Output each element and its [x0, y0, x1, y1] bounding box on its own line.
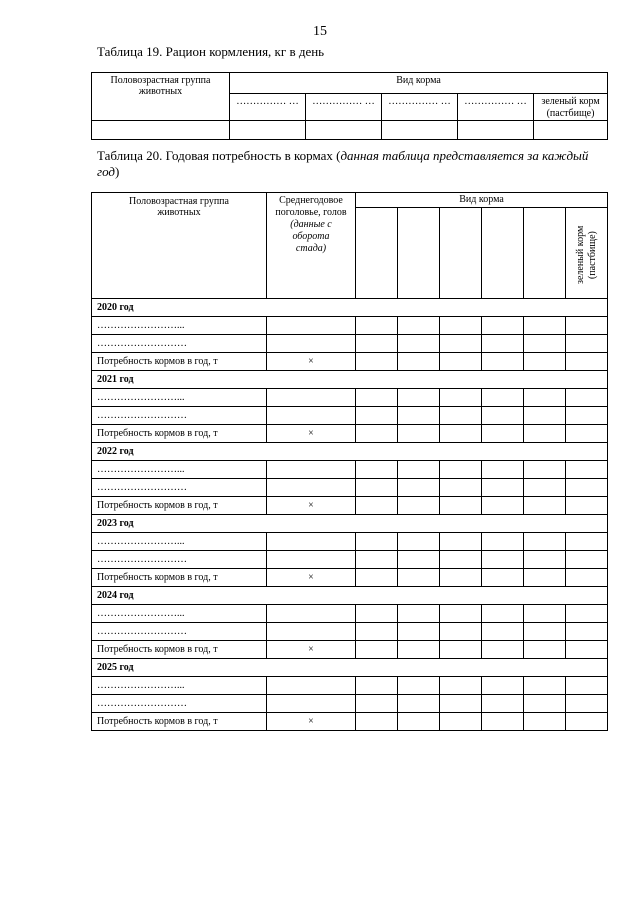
table20-annual-feed-need	[91, 192, 608, 731]
t20-cell	[356, 407, 398, 425]
t20-cell	[524, 623, 566, 641]
t20-cell	[356, 425, 398, 443]
t19-cell	[458, 121, 534, 140]
t20-group-header: Половозрастная группа животных	[92, 193, 267, 299]
t20-year-row: 2021 год	[92, 371, 608, 389]
t20-cell	[440, 407, 482, 425]
t20-cell	[440, 551, 482, 569]
t20-cell	[356, 677, 398, 695]
t20-cell	[482, 605, 524, 623]
t20-cell	[566, 353, 608, 371]
t20-cell	[356, 461, 398, 479]
t20-cell	[566, 677, 608, 695]
table19-caption: Таблица 19. Рацион кормления, кг в день	[97, 44, 325, 59]
t20-cell	[482, 641, 524, 659]
t20-cross-cell: ×	[267, 713, 356, 731]
t20-cell	[440, 623, 482, 641]
t20-cell	[566, 335, 608, 353]
t20-cell	[440, 317, 482, 335]
t20-cell	[440, 461, 482, 479]
t20-animal-row-1: ……………………...	[92, 389, 267, 407]
t20-cell	[524, 695, 566, 713]
t20-cell	[267, 605, 356, 623]
t20-cell	[440, 389, 482, 407]
t20-cross-cell: ×	[267, 425, 356, 443]
t20-cell	[398, 497, 440, 515]
table19-feed-ration	[91, 72, 608, 140]
t20-animal-row-1: ……………………...	[92, 605, 267, 623]
t20-cell	[440, 677, 482, 695]
t20-cell	[524, 677, 566, 695]
t20-cell	[566, 389, 608, 407]
t20-cell	[267, 551, 356, 569]
t20-cell	[356, 533, 398, 551]
t19-group-header: Половозрастная группа животных	[92, 73, 230, 121]
t20-cell	[440, 533, 482, 551]
t20-animal-row-1: ……………………...	[92, 533, 267, 551]
t19-cell	[382, 121, 458, 140]
t20-cell	[524, 605, 566, 623]
t20-cell	[267, 677, 356, 695]
t20-animal-row-1: ……………………...	[92, 317, 267, 335]
t20-cell	[566, 317, 608, 335]
t20-cell	[566, 551, 608, 569]
t20-cell	[398, 389, 440, 407]
t20-cell	[356, 551, 398, 569]
t20-cell	[524, 713, 566, 731]
t20-cell	[440, 425, 482, 443]
t20-cell	[267, 461, 356, 479]
t20-cell	[482, 335, 524, 353]
t20-cell	[482, 425, 524, 443]
t20-need-label: Потребность кормов в год, т	[92, 641, 267, 659]
t20-cell	[440, 479, 482, 497]
t20-feed-header: Вид корма	[356, 193, 608, 208]
t20-cell	[482, 461, 524, 479]
t20-cell	[566, 605, 608, 623]
t20-cell	[482, 695, 524, 713]
t20-cell	[482, 497, 524, 515]
t20-animal-row-2: ………………………	[92, 695, 267, 713]
t20-cell	[524, 461, 566, 479]
t20-cell	[398, 425, 440, 443]
t20-cell	[440, 713, 482, 731]
t19-feed-header: Вид корма	[230, 73, 608, 94]
t20-cell	[482, 389, 524, 407]
t20-need-label: Потребность кормов в год, т	[92, 713, 267, 731]
t20-cell	[398, 641, 440, 659]
t20-cell	[356, 317, 398, 335]
t20-cross-cell: ×	[267, 497, 356, 515]
t20-cell	[398, 551, 440, 569]
t20-cell	[267, 695, 356, 713]
t20-cell	[267, 479, 356, 497]
t20-cross-cell: ×	[267, 569, 356, 587]
t20-cell	[566, 497, 608, 515]
t19-feed-col: …………… …	[230, 94, 306, 121]
t20-cell	[482, 533, 524, 551]
t20-cell	[356, 479, 398, 497]
t20-need-label: Потребность кормов в год, т	[92, 569, 267, 587]
t20-cell	[356, 641, 398, 659]
t20-year-row: 2023 год	[92, 515, 608, 533]
t20-feed-col	[440, 208, 482, 299]
t19-cell	[306, 121, 382, 140]
t19-cell	[230, 121, 306, 140]
t20-cell	[356, 623, 398, 641]
t20-animal-row-2: ………………………	[92, 479, 267, 497]
t20-cell	[398, 695, 440, 713]
t20-cell	[356, 713, 398, 731]
t20-cell	[440, 353, 482, 371]
t20-cross-cell: ×	[267, 641, 356, 659]
t20-cell	[440, 497, 482, 515]
t19-feed-col: …………… …	[306, 94, 382, 121]
t20-cell	[566, 713, 608, 731]
t20-green-feed-col: зеленый корм (пастбище)	[566, 208, 608, 299]
t20-need-label: Потребность кормов в год, т	[92, 353, 267, 371]
t20-cell	[267, 623, 356, 641]
t20-cell	[398, 479, 440, 497]
t20-cell	[356, 353, 398, 371]
t20-cell	[566, 479, 608, 497]
t20-cell	[524, 551, 566, 569]
t20-cell	[524, 497, 566, 515]
t20-cell	[267, 317, 356, 335]
t20-cell	[398, 605, 440, 623]
page-number: 15	[313, 24, 327, 39]
t20-cell	[524, 335, 566, 353]
t20-cell	[524, 407, 566, 425]
t20-cell	[356, 497, 398, 515]
t20-cell	[566, 533, 608, 551]
t20-year-row: 2025 год	[92, 659, 608, 677]
t20-cell	[440, 695, 482, 713]
t20-feed-col	[356, 208, 398, 299]
t20-avg-header: Среднегодовое поголовье, голов (данные с оборота стада)	[267, 193, 356, 299]
t20-cell	[356, 569, 398, 587]
t19-feed-col: …………… …	[458, 94, 534, 121]
t20-cell	[398, 623, 440, 641]
t20-year-row: 2022 год	[92, 443, 608, 461]
t20-cell	[482, 479, 524, 497]
t20-cell	[524, 533, 566, 551]
t20-cell	[398, 569, 440, 587]
t20-animal-row-2: ………………………	[92, 335, 267, 353]
t20-cell	[566, 407, 608, 425]
t20-cell	[482, 407, 524, 425]
t19-cell	[92, 121, 230, 140]
t20-cell	[566, 425, 608, 443]
t20-cell	[482, 713, 524, 731]
t20-feed-col	[524, 208, 566, 299]
t20-animal-row-1: ……………………...	[92, 461, 267, 479]
t20-cell	[482, 569, 524, 587]
t20-cell	[440, 605, 482, 623]
t20-cell	[566, 461, 608, 479]
t19-feed-col: …………… …	[382, 94, 458, 121]
t20-cell	[566, 695, 608, 713]
t20-cell	[440, 335, 482, 353]
t20-cell	[356, 605, 398, 623]
t19-green-feed-col: зеленый корм (пастбище)	[534, 94, 608, 121]
t20-cell	[267, 389, 356, 407]
t20-animal-row-2: ………………………	[92, 407, 267, 425]
t20-cell	[566, 623, 608, 641]
t20-cell	[440, 569, 482, 587]
t20-cell	[398, 317, 440, 335]
t20-feed-col	[398, 208, 440, 299]
table20-caption: Таблица 20. Годовая потребность в кормах (данная таблица представляется за каждый год)	[97, 148, 589, 179]
t20-cell	[398, 335, 440, 353]
t20-cell	[524, 479, 566, 497]
t20-cell	[524, 317, 566, 335]
t20-cell	[482, 317, 524, 335]
t20-cell	[398, 677, 440, 695]
t20-cell	[398, 461, 440, 479]
t20-need-label: Потребность кормов в год, т	[92, 497, 267, 515]
t20-cross-cell: ×	[267, 353, 356, 371]
t20-cell	[524, 353, 566, 371]
t20-cell	[440, 641, 482, 659]
t20-cell	[566, 569, 608, 587]
t20-cell	[398, 533, 440, 551]
t20-animal-row-2: ………………………	[92, 551, 267, 569]
t19-cell	[534, 121, 608, 140]
t20-cell	[524, 389, 566, 407]
t20-year-row: 2024 год	[92, 587, 608, 605]
t20-cell	[398, 407, 440, 425]
t20-cell	[482, 551, 524, 569]
t20-cell	[398, 713, 440, 731]
t20-cell	[482, 677, 524, 695]
t20-cell	[356, 335, 398, 353]
t20-cell	[356, 695, 398, 713]
t20-cell	[267, 533, 356, 551]
t20-year-row: 2020 год	[92, 299, 608, 317]
t20-feed-col	[482, 208, 524, 299]
t20-cell	[398, 353, 440, 371]
t20-cell	[267, 407, 356, 425]
t20-cell	[267, 335, 356, 353]
t20-need-label: Потребность кормов в год, т	[92, 425, 267, 443]
t20-cell	[482, 623, 524, 641]
t20-cell	[524, 425, 566, 443]
t20-cell	[356, 389, 398, 407]
t20-cell	[482, 353, 524, 371]
t20-animal-row-1: ……………………...	[92, 677, 267, 695]
t20-cell	[566, 641, 608, 659]
t20-cell	[524, 569, 566, 587]
t20-animal-row-2: ………………………	[92, 623, 267, 641]
t20-cell	[524, 641, 566, 659]
